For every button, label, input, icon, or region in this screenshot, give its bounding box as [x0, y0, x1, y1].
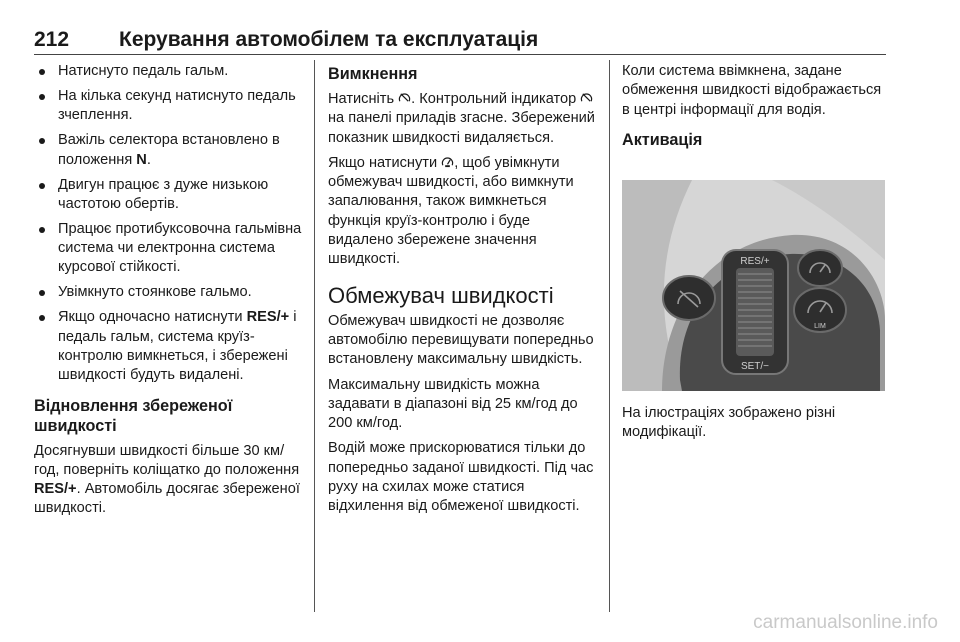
page-title: Керування автомобілем та експлуатація [119, 28, 539, 51]
section-heading-off: Вимкнення [328, 65, 418, 83]
column-3 [622, 62, 890, 156]
paragraph: Максимальну швидкість можна задавати в діапазоні від 25 км/год до 200 км/год. [328, 376, 578, 432]
set-label: SET/− [740, 361, 770, 372]
paragraph: Якщо натиснути , щоб увімкнути обмежувач швидкості, або вимкнути запалювання, також вимкнеться функція круїз-контролю і буде видалено збережене значення швидкості. [328, 154, 574, 268]
paragraph: Коли система ввімкнена, задане обмеження швидкості відображається в центрі інформації для водія. [622, 63, 882, 118]
watermark: carmanualsonline.info [753, 612, 938, 633]
list-item: Двигун працює з дуже низькою частотою обертів. [34, 176, 302, 215]
header-rule [34, 54, 886, 55]
list-item: Якщо одночасно натиснути RES/+ і педаль гальм, система круїз-контролю вимкнеться, і збережені швидкості будуть видалені. [34, 308, 302, 385]
paragraph: Обмежувач швидкості не дозволяє автомобілю перевищувати попередньо встановлену максимальну швидкість. [328, 312, 594, 368]
column-1 [34, 62, 302, 525]
condition-list [34, 62, 302, 386]
list-item: Увімкнуто стоянкове гальмо. [34, 283, 302, 302]
lim-label: LIM [814, 323, 826, 330]
column-divider-2 [609, 60, 610, 612]
key-label: RES/+ [246, 309, 290, 326]
paragraph: Водій може прискорюватися тільки до попередньо заданої швидкості. Під час руху на схилах може статися відхилення від обмеженої швидкості. [328, 440, 594, 515]
section-heading-resume: Відновлення збереженої швидкості [34, 396, 233, 435]
steering-wheel-controls-illustration [622, 180, 885, 391]
page-header [34, 28, 886, 52]
section-heading-limiter: Обмежувач швидкості [328, 282, 554, 308]
paragraph: Досягнувши швидкості більше 30 км/год, поверніть коліщатко до положення RES/+. Автомобіль досягає збереженої швидкості. [34, 442, 300, 517]
res-label: RES/+ [740, 256, 770, 267]
figure-caption-block [622, 404, 890, 449]
list-item: На кілька секунд натиснуто педаль зчеплення. [34, 87, 302, 126]
section-heading-activation: Активація [622, 130, 703, 149]
key-label: N [136, 151, 147, 168]
column-2 [328, 62, 596, 523]
list-item: Натиснуто педаль гальм. [34, 62, 302, 81]
column-divider-1 [314, 60, 315, 612]
page-number: 212 [34, 28, 70, 51]
controls-drawing [622, 180, 885, 391]
figure-caption: На ілюстраціях зображено різні модифікації. [622, 405, 836, 441]
paragraph: Натисніть . Контрольний індикатор на панелі приладів згасне. Збережений показник швидкості видаляється. [328, 91, 595, 146]
cruise-indicator-icon [580, 91, 593, 104]
list-item: Працює протибуксовочна гальмівна система чи електронна система курсової стійкості. [34, 220, 302, 278]
cruise-off-icon [398, 91, 411, 104]
list-item: Важіль селектора встановлено в положення N. [34, 131, 302, 170]
speed-limiter-icon [441, 155, 454, 168]
key-label: RES/+ [34, 481, 77, 498]
